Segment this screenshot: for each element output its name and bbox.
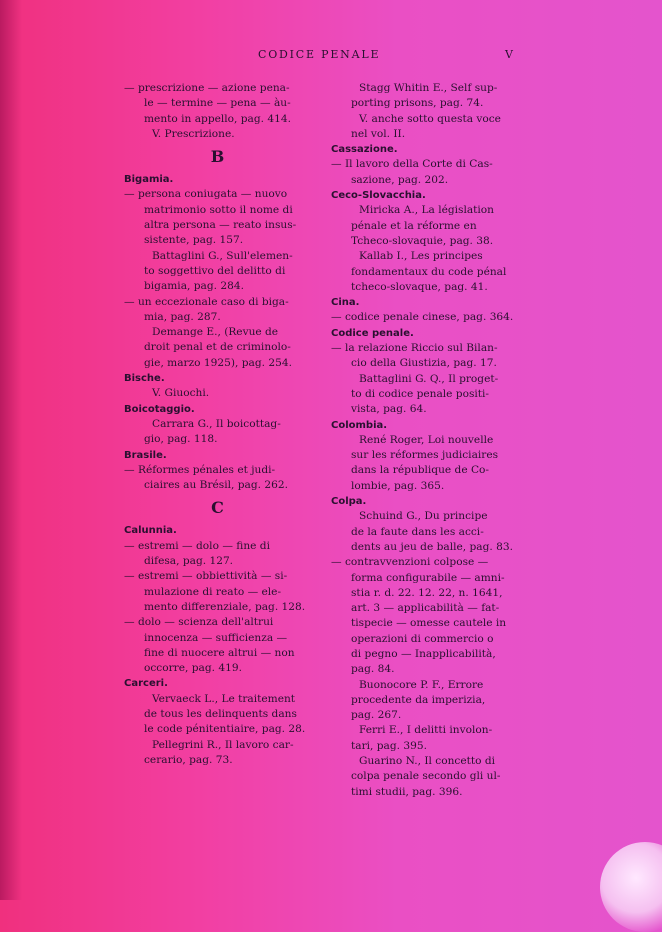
index-entry-line: procedente da imperizia, — [351, 693, 486, 706]
running-head-title: CODICE PENALE — [258, 48, 381, 61]
index-entry-line: tispecie — omesse cautele in — [351, 617, 507, 630]
index-entry-line: — contravvenzioni colpose — — [331, 556, 489, 569]
index-entry-line: Pellegrini R., Il lavoro car- — [152, 738, 294, 751]
index-entry-line: Demange E., (Revue de — [152, 326, 279, 339]
index-entry-line: to di codice penale positi- — [351, 387, 490, 400]
index-entry-line: difesa, pag. 127. — [144, 555, 234, 568]
index-entry-line: Ferri E., I delitti involon- — [359, 724, 493, 737]
index-heading: Colombia. — [331, 419, 388, 431]
index-entry-line: cio della Giustizia, pag. 17. — [351, 357, 497, 370]
index-entry-line: — estremi — obbiettività — si- — [124, 570, 288, 583]
index-entry-line: — estremi — dolo — fine di — [124, 539, 270, 552]
index-entry-line: mia, pag. 287. — [144, 310, 221, 323]
index-entry-line: le code pénitentiaire, pag. 28. — [144, 723, 306, 736]
index-entry-line: porting prisons, pag. 74. — [351, 97, 484, 110]
section-letter: B — [210, 147, 226, 167]
index-entry-line: V. Prescrizione. — [152, 127, 235, 140]
index-entry-line: pag. 84. — [351, 663, 395, 676]
right-column — [331, 81, 519, 800]
index-entry-line: Battaglini G. Q., Il proget- — [359, 372, 499, 385]
index-heading: Cina. — [331, 297, 360, 309]
index-entry-line: sazione, pag. 202. — [351, 173, 449, 186]
index-entry-line: fine di nuocere altrui — non — [144, 646, 295, 659]
index-entry-line: Miricka A., La législation — [359, 204, 495, 217]
index-entry-line: gio, pag. 118. — [144, 433, 218, 446]
index-entry-line: — codice penale cinese, pag. 364. — [331, 311, 514, 324]
index-entry-line: Buonocore P. F., Errore — [359, 678, 484, 691]
index-entry-line: — la relazione Riccio sul Bilan- — [331, 342, 498, 355]
index-entry-line: — prescrizione — azione pena- — [124, 82, 290, 94]
index-entry-line: matrimonio sotto il nome di — [144, 203, 293, 216]
index-entry-line: ciaires au Brésil, pag. 262. — [144, 479, 288, 492]
index-entry-line: Tcheco-slovaquie, pag. 38. — [351, 234, 494, 247]
index-entry-line: mento in appello, pag. 414. — [144, 112, 291, 125]
running-head — [0, 48, 662, 64]
index-entry-line: forma configurabile — amni- — [351, 571, 505, 584]
index-entry-line: de tous les delinquents dans — [144, 707, 297, 720]
index-heading: Ceco-Slovacchia. — [331, 190, 426, 202]
index-entry-line: droit penal et de criminolo- — [144, 341, 291, 354]
index-entry-line: dans la république de Co- — [351, 464, 490, 477]
index-entry-line: cerario, pag. 73. — [144, 753, 233, 766]
index-entry-line: timi studii, pag. 396. — [351, 785, 463, 798]
index-entry-line: lombie, pag. 365. — [351, 479, 445, 492]
index-heading: Carceri. — [124, 678, 168, 690]
index-entry-line: V. anche sotto questa voce — [359, 112, 501, 125]
index-entry-line: Battaglini G., Sull'elemen- — [152, 249, 293, 262]
index-heading: Calunnia. — [124, 525, 177, 537]
index-heading: Colpa. — [331, 496, 367, 508]
page-corner-highlight — [600, 842, 662, 932]
index-entry-line: tari, pag. 395. — [351, 739, 427, 752]
index-heading: Boicotaggio. — [124, 403, 195, 415]
index-entry-line: mulazione di reato — ele- — [144, 585, 282, 598]
index-entry-line: to soggettivo del delitto di — [144, 264, 286, 277]
index-entry-line: Guarino N., Il concetto di — [359, 755, 496, 768]
index-entry-line: Schuind G., Du principe — [359, 510, 488, 523]
index-entry-line: de la faute dans les acci- — [351, 525, 484, 538]
index-heading: Codice penale. — [331, 327, 414, 339]
index-entry-line: tcheco-slovaque, pag. 41. — [351, 280, 488, 293]
page-number: V — [505, 48, 514, 61]
index-entry-line: le — termine — pena — àu- — [144, 97, 291, 110]
index-heading: Cassazione. — [331, 144, 398, 156]
index-entry-line: Carrara G., Il boicottag- — [152, 417, 281, 430]
index-entry-line: dents au jeu de balle, pag. 83. — [351, 540, 513, 553]
index-entry-line: pénale et la réforme en — [351, 219, 477, 232]
index-entry-line: mento differenziale, pag. 128. — [144, 600, 306, 613]
index-entry-line: colpa penale secondo gli ul- — [351, 770, 501, 783]
index-entry-line: — dolo — scienza dell'altrui — [124, 616, 274, 629]
index-entry-line: — un eccezionale caso di biga- — [124, 295, 289, 308]
index-entry-line: fondamentaux du code pénal — [351, 265, 507, 278]
index-entry-line: — Réformes pénales et judi- — [124, 463, 276, 476]
index-entry-line: sur les réformes judiciaires — [351, 449, 499, 462]
index-entry-line: stia r. d. 22. 12. 22, n. 1641, — [351, 586, 503, 599]
index-entry-line: — Il lavoro della Corte di Cas- — [331, 158, 493, 171]
left-column — [124, 81, 312, 768]
index-entry-line: Kallab I., Les principes — [359, 250, 483, 263]
index-entry-line: bigamia, pag. 284. — [144, 280, 244, 293]
index-entry-line: pag. 267. — [351, 709, 402, 722]
index-entry-line: operazioni di commercio o — [351, 632, 494, 645]
index-entry-line: — persona coniugata — nuovo — [124, 188, 288, 201]
index-heading: Brasile. — [124, 449, 167, 461]
index-entry-line: occorre, pag. 419. — [144, 662, 242, 675]
index-entry-line: vista, pag. 64. — [351, 403, 427, 416]
index-entry-line: altra persona — reato insus- — [144, 219, 297, 232]
index-entry-line: René Roger, Loi nouvelle — [359, 433, 494, 446]
index-heading: Bische. — [124, 373, 165, 385]
index-entry-line: Stagg Whitin E., Self sup- — [359, 82, 498, 94]
index-entry-line: V. Giuochi. — [152, 387, 210, 400]
index-entry-line: di pegno — Inapplicabilità, — [351, 647, 496, 660]
index-entry-line: Vervaeck L., Le traitement — [152, 692, 296, 705]
binding-shadow — [0, 0, 22, 900]
index-entry-line: sistente, pag. 157. — [144, 234, 244, 247]
index-heading: Bigamia. — [124, 174, 174, 186]
index-entry-line: gie, marzo 1925), pag. 254. — [144, 356, 292, 369]
section-letter: C — [211, 498, 225, 518]
index-entry-line: art. 3 — applicabilità — fat- — [351, 602, 500, 615]
index-entry-line: innocenza — sufficienza — — [144, 631, 288, 644]
index-entry-line: nel vol. II. — [351, 127, 406, 140]
